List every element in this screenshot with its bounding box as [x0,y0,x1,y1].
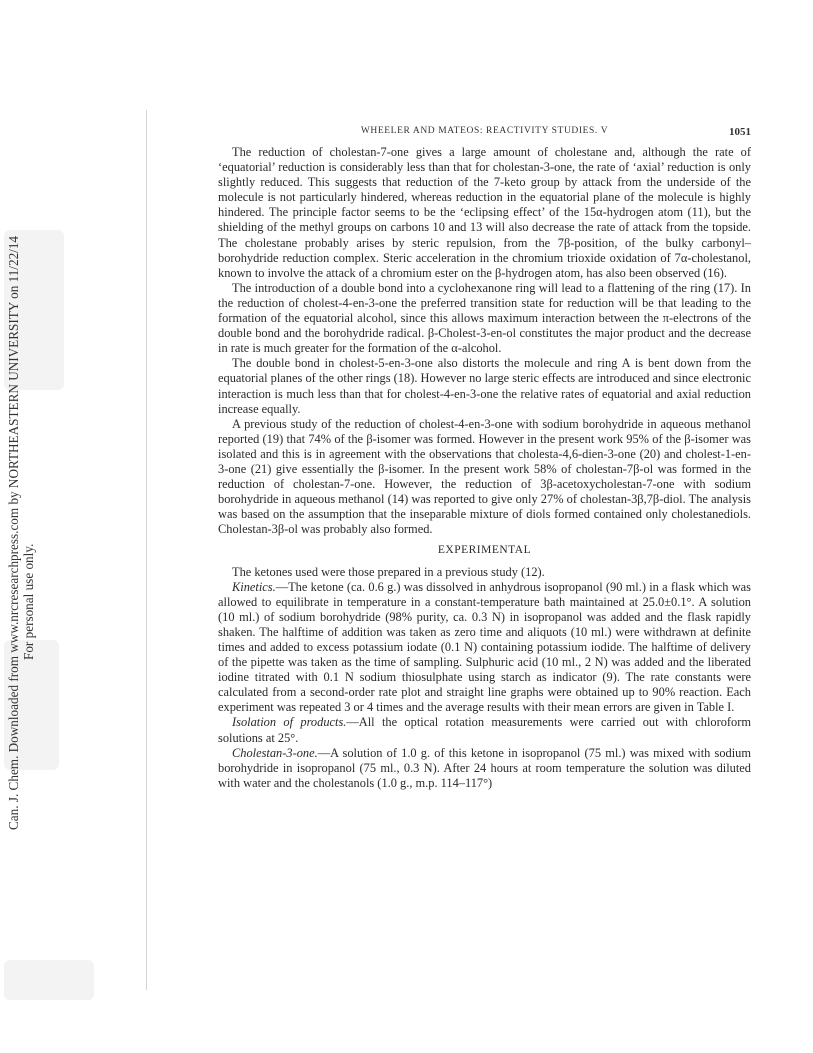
kinetics-text: —The ketone (ca. 0.6 g.) was dissolved in anhydrous isopropanol (90 ml.) in a flask which was allowed to equilibrate in temperature in a constant-temperature bath maintained at 25.0±0.1°. A solution (10 ml.) of sodium borohydride (98% purity, ca. 0.3 N) in isopropanol was added and the flask rapidly shaken. The halftime of addition was taken as zero time and aliquots (10 ml.) were withdrawn at definite times and added to excess potassium iodate (0.1 N) containing potassium iodide. The halftime of delivery of the pipette was taken as the time of sampling. Sulphuric acid (10 ml., 2 N) was added and the liberated iodine titrated with 0.1 N sodium thiosulphate using starch as indicator (9). The rate constants were calculated from a second-order rate plot and straight line graphs were obtained up to 90% reaction. Each experiment was repeated 3 or 4 times and the average results with their mean errors are given in Table I. [218,579,751,715]
scan-artifact [4,960,94,1000]
kinetics-lead: Kinetics. [232,579,276,594]
running-title: WHEELER AND MATEOS: REACTIVITY STUDIES. V [360,126,609,136]
isolation-lead: Isolation of products. [232,715,347,730]
article-body [218,145,751,791]
paragraph-kinetics [218,580,751,716]
download-watermark [6,190,36,830]
paragraph-cholestan-3-one [218,746,751,791]
watermark-line-2: For personal use only. [21,543,36,660]
page-number: 1051 [729,126,751,138]
cholestan-3-one-lead: Cholestan-3-one. [232,745,318,760]
running-header [218,126,751,140]
paragraph-isolation [218,715,751,745]
watermark-line-1: Can. J. Chem. Downloaded from www.nrcresearchpress.com by NORTHEASTERN UNIVERSITY on 11/22/14 [6,235,21,830]
paragraph-5: The ketones used were those prepared in a previous study (12). [232,564,545,579]
page-margin-rule [146,110,147,990]
paragraph-3: The double bond in cholest-5-en-3-one also distorts the molecule and ring A is bent down from the equatorial planes of the other rings (18). However no large steric effects are introduced and since electronic interaction is much less than that for cholest-4-en-3-one the relative rates of equatorial and axial reduction increase equally. [218,356,751,416]
cholestan-3-one-text: —A solution of 1.0 g. of this ketone in isopropanol (75 ml.) was mixed with sodium borohydride in isopropanol (75 ml., 0.3 N). After 24 hours at room temperature the solution was diluted with water and the cholestanols (1.0 g., m.p. 114–117°) [218,745,751,790]
paragraph-1: The reduction of cholestan-7-one gives a large amount of cholestane and, although the rate of ‘equatorial’ reduction is considerably less than that for cholestan-3-one, the rate of ‘axial’ reduction is only slightly reduced. This suggests that reduction of the 7-keto group by attack from the underside of the molecule is not particularly hindered, whereas reduction in the equatorial plane of the molecule is highly hindered. The principle factor seems to be the ‘eclipsing effect’ of the 15α-hydrogen atom (11), but the shielding of the methyl groups on carbons 10 and 13 will also decrease the rate of attack from the topside. The cholestane probably arises by steric repulsion, from the 7β-position, of the bulky carbonyl–borohydride reduction complex. Steric acceleration in the chromium trioxide oxidation of 7α-cholestanol, known to involve the attack of a chromium ester on the β-hydrogen atom, has also been observed (16). [218,145,751,280]
paragraph-2: The introduction of a double bond into a cyclohexanone ring will lead to a flattening of the ring (17). In the reduction of cholest-4-en-3-one the preferred transition state for reduction will be that leading to the formation of the equatorial alcohol, since this allows maximum interaction between the π-electrons of the double bond and the borohydride radical. β-Cholest-3-en-ol constitutes the major product and the decrease in rate is much greater for the formation of the α-alcohol. [218,280,751,356]
section-heading-experimental: EXPERIMENTAL [437,544,532,557]
paragraph-4: A previous study of the reduction of cholest-4-en-3-one with sodium borohydride in aqueous methanol reported (19) that 74% of the β-isomer was formed. However in the present work 95% of the β-isomer was isolated and this is in agreement with the observations that cholesta-4,6-dien-3-one (20) and cholest-1-en-3-one (21) give essentially the β-isomer. In the present work 58% of cholestan-7β-ol was formed in the reduction of cholestan-7-one. However, the reduction of 3β-acetoxycholestan-7-one with sodium borohydride in aqueous methanol (14) was reported to give only 27% of cholestan-3β,7β-diol. The analysis was based on the assumption that the inseparable mixture of diols formed contained only cholestanediols. Cholestan-3β-ol was probably also formed. [218,416,751,537]
isolation-text: —All the optical rotation measurements were carried out with chloroform solutions at 25°. [218,715,752,745]
